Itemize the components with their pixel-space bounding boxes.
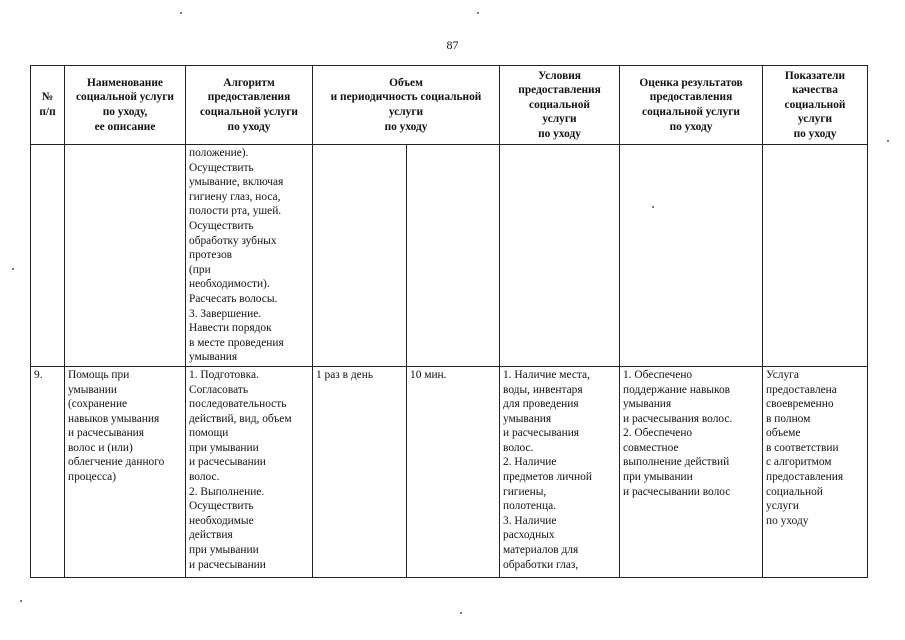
cell-num: 9. bbox=[31, 366, 65, 577]
cell-duration bbox=[407, 145, 500, 367]
scan-speck bbox=[180, 12, 182, 14]
cell-periodicity: 1 раз в день bbox=[313, 366, 407, 577]
scan-speck bbox=[12, 268, 14, 270]
cell-evaluation: 1. Обеспечено поддержание навыков умывания и расчесывания волос. 2. Обеспечено совместное выполнение действий при умывании и расчесывании волос bbox=[620, 366, 763, 577]
cell-evaluation bbox=[620, 145, 763, 367]
header-num: № п/п bbox=[31, 66, 65, 145]
social-services-table bbox=[30, 65, 868, 578]
header-conditions: Условия предоставления социальной услуги по уходу bbox=[500, 66, 620, 145]
table-header-row bbox=[31, 66, 868, 145]
cell-conditions: 1. Наличие места, воды, инвентаря для проведения умывания и расчесывания волос. 2. Наличие предметов личной гигиены, полотенца. 3. Наличие расходных материалов для обработки глаз, bbox=[500, 366, 620, 577]
cell-duration: 10 мин. bbox=[407, 366, 500, 577]
scan-speck bbox=[460, 612, 462, 614]
page-number: 87 bbox=[446, 38, 459, 52]
scan-speck bbox=[652, 206, 654, 208]
header-volume-periodicity: Объем и периодичность социальной услуги по уходу bbox=[313, 66, 500, 145]
cell-conditions bbox=[500, 145, 620, 367]
cell-periodicity bbox=[313, 145, 407, 367]
cell-quality: Услуга предоставлена своевременно в полном объеме в соответствии с алгоритмом предоставления социальной услуги по уходу bbox=[763, 366, 868, 577]
header-algorithm: Алгоритм предоставления социальной услуги по уходу bbox=[186, 66, 313, 145]
scan-speck bbox=[477, 12, 479, 14]
cell-algorithm: положение). Осуществить умывание, включая гигиену глаз, носа, полости рта, ушей. Осуществить обработку зубных протезов (при необходимости). Расчесать волосы. 3. Завершение. Навести порядок в месте проведения умывания bbox=[186, 145, 313, 367]
header-evaluation: Оценка результатов предоставления социальной услуги по уходу bbox=[620, 66, 763, 145]
cell-quality bbox=[763, 145, 868, 367]
scan-speck bbox=[887, 140, 889, 142]
header-service-name: Наименование социальной услуги по уходу, ее описание bbox=[65, 66, 186, 145]
cell-service-name bbox=[65, 145, 186, 367]
table-row-continuation bbox=[31, 145, 868, 367]
table-row-9 bbox=[31, 366, 868, 577]
cell-algorithm: 1. Подготовка. Согласовать последовательность действий, вид, объем помощи при умывании и расчесывании волос. 2. Выполнение. Осуществить необходимые действия при умывании и расчесывании bbox=[186, 366, 313, 577]
header-quality: Показатели качества социальной услуги по уходу bbox=[763, 66, 868, 145]
scan-speck bbox=[20, 600, 22, 602]
cell-num bbox=[31, 145, 65, 367]
cell-service-name: Помощь при умывании (сохранение навыков умывания и расчесывания волос и (или) облегчение данного процесса) bbox=[65, 366, 186, 577]
